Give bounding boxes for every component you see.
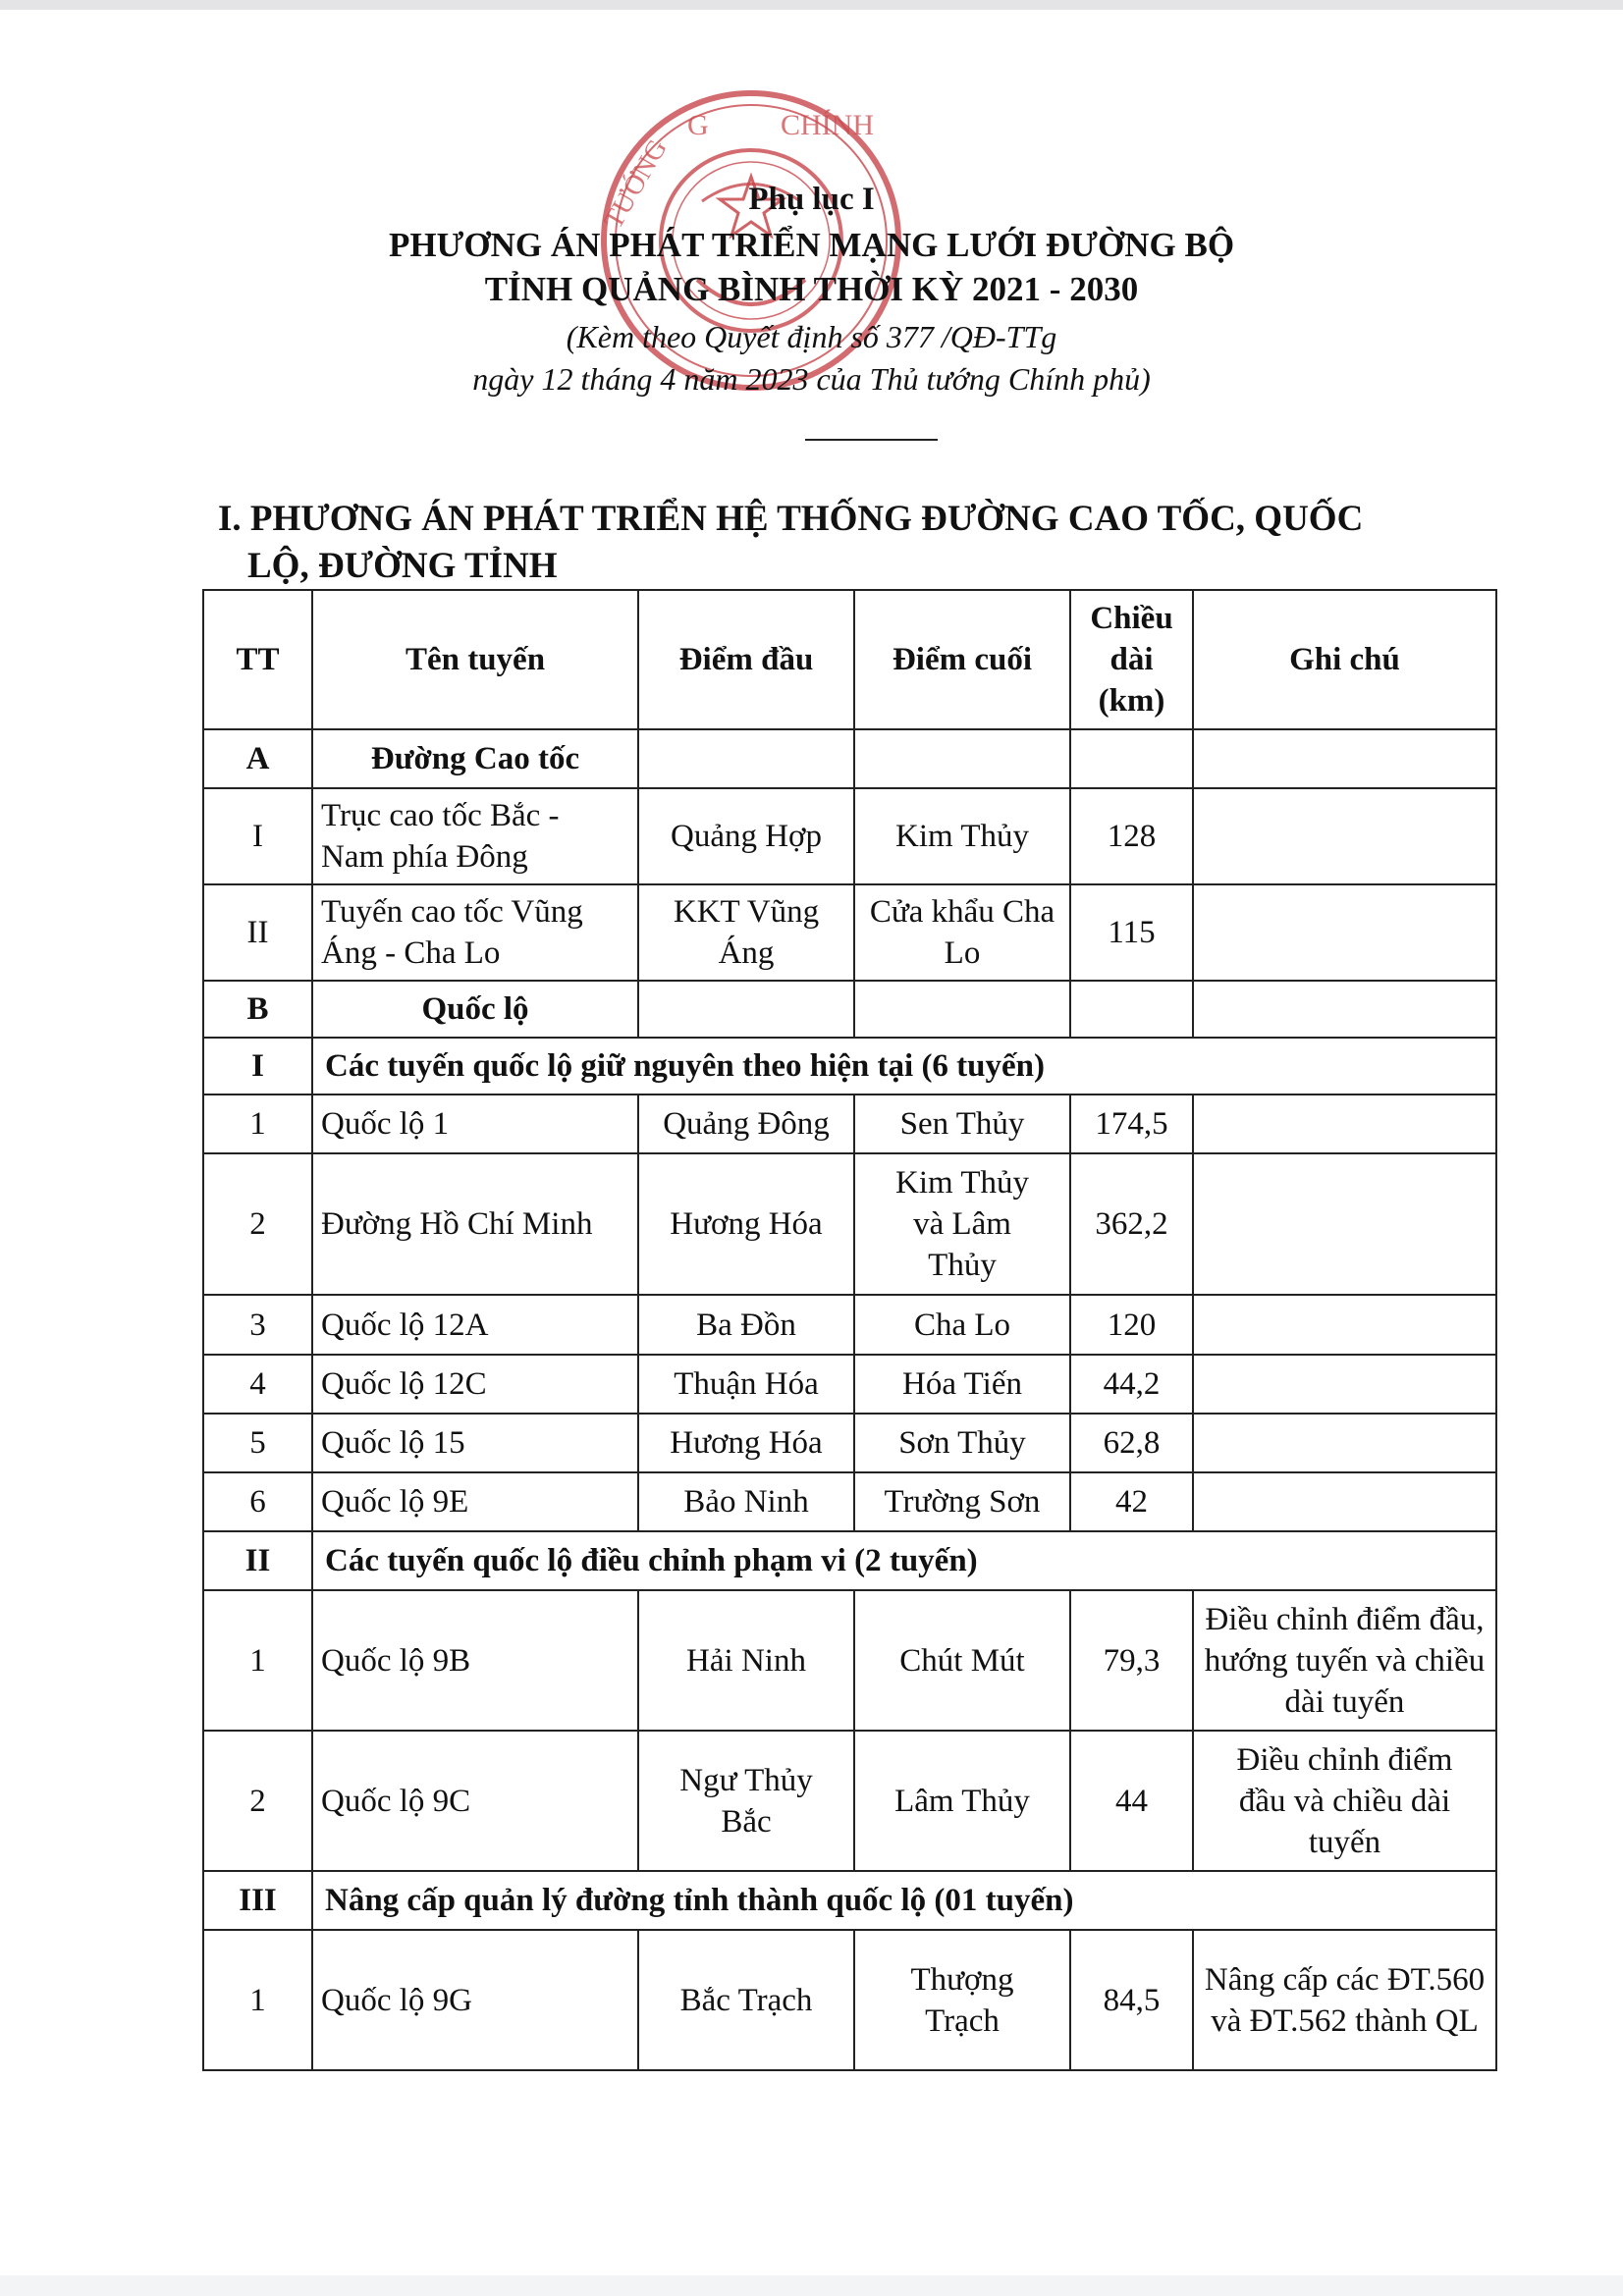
cell-note [1193,1414,1496,1472]
document-title-line1: PHƯƠNG ÁN PHÁT TRIỂN MẠNG LƯỚI ĐƯỜNG BỘ [388,226,1235,264]
cell-name: Quốc lộ 1 [312,1095,638,1153]
route-table [202,589,1497,2071]
cell-name: Quốc lộ 9B [312,1590,638,1731]
cell-tt: 3 [203,1295,312,1355]
cell-length: 120 [1070,1295,1193,1355]
scan-edge-top [0,0,1623,10]
cell-start: Ngư Thủy Bắc [638,1731,854,1871]
subsection-title: Các tuyến quốc lộ điều chỉnh phạm vi (2 tuyến) [312,1531,1496,1590]
subsection-title: Các tuyến quốc lộ giữ nguyên theo hiện tại (6 tuyến) [312,1038,1496,1095]
cell-name: Quốc lộ 9G [312,1930,638,2070]
cell-note [1193,1355,1496,1414]
cell-tt: II [203,884,312,981]
cell-name: Quốc lộ 9C [312,1731,638,1871]
group-tt: A [203,729,312,788]
cell-tt: 1 [203,1590,312,1731]
cell-length: 44 [1070,1731,1193,1871]
decision-reference: (Kèm theo Quyết định số 377 /QĐ-TTg [566,319,1057,354]
subsection-tt: III [203,1871,312,1930]
subsection-title: Nâng cấp quản lý đường tỉnh thành quốc lộ (01 tuyến) [312,1871,1496,1930]
cell-tt: 2 [203,1153,312,1295]
cell-length: 362,2 [1070,1153,1193,1295]
header-end: Điểm cuối [854,590,1070,729]
cell-note [1193,1295,1496,1355]
cell-end: Lâm Thủy [854,1731,1070,1871]
subsection-row-1 [203,1038,1496,1095]
subsection-tt: II [203,1531,312,1590]
cell-name: Trục cao tốc Bắc - Nam phía Đông [312,788,638,884]
table-row [203,1930,1496,2070]
cell-tt: 5 [203,1414,312,1472]
cell-note: Điều chỉnh điểm đầu, hướng tuyến và chiều dài tuyến [1193,1590,1496,1731]
cell-length: 42 [1070,1472,1193,1531]
cell-tt: I [203,788,312,884]
cell-start: Bảo Ninh [638,1472,854,1531]
cell-start: Bắc Trạch [638,1930,854,2070]
cell-end: Sơn Thủy [854,1414,1070,1472]
header-name: Tên tuyến [312,590,638,729]
section-heading-line2: LỘ, ĐƯỜNG TỈNH [247,546,558,586]
header-note: Ghi chú [1193,590,1496,729]
cell-name: Quốc lộ 15 [312,1414,638,1472]
seal-text-top: CHÍNH [781,109,874,141]
cell-note [1193,884,1496,981]
table-row [203,788,1496,884]
subsection-row-3 [203,1871,1496,1930]
section-heading [218,496,1494,590]
cell-note: Điều chỉnh điểm đầu và chiều dài tuyến [1193,1731,1496,1871]
cell-start: Quảng Hợp [638,788,854,884]
table-row [203,1095,1496,1153]
cell-tt: 2 [203,1731,312,1871]
table-header-row [203,590,1496,729]
cell-length: 79,3 [1070,1590,1193,1731]
cell-length: 128 [1070,788,1193,884]
cell-end: Cha Lo [854,1295,1070,1355]
subsection-tt: I [203,1038,312,1095]
header-divider [805,439,938,441]
cell-end: Kim Thủy [854,788,1070,884]
seal-text-left: TƯỚNG [598,133,674,235]
cell-length: 44,2 [1070,1355,1193,1414]
cell-start: Quảng Đông [638,1095,854,1153]
cell-end: Thượng Trạch [854,1930,1070,2070]
cell-length: 84,5 [1070,1930,1193,2070]
cell-end: Cửa khẩu Cha Lo [854,884,1070,981]
group-tt: B [203,981,312,1038]
cell-tt: 1 [203,1930,312,2070]
cell-start: Ba Đồn [638,1295,854,1355]
cell-tt: 4 [203,1355,312,1414]
cell-tt: 1 [203,1095,312,1153]
group-name: Quốc lộ [312,981,638,1038]
table-row [203,1472,1496,1531]
cell-length: 115 [1070,884,1193,981]
table-row [203,1414,1496,1472]
cell-length: 174,5 [1070,1095,1193,1153]
cell-end: Chút Mút [854,1590,1070,1731]
table-row [203,1153,1496,1295]
section-heading-line1: I. PHƯƠNG ÁN PHÁT TRIỂN HỆ THỐNG ĐƯỜNG CAO TỐC, QUỐC [218,499,1364,539]
cell-end: Kim Thủy và Lâm Thủy [854,1153,1070,1295]
cell-name: Quốc lộ 9E [312,1472,638,1531]
cell-start: Hương Hóa [638,1153,854,1295]
cell-note [1193,1153,1496,1295]
table-row [203,1355,1496,1414]
cell-end: Hóa Tiến [854,1355,1070,1414]
cell-start: KKT Vũng Áng [638,884,854,981]
group-row-b [203,981,1496,1038]
decision-date: ngày 12 tháng 4 năm 2023 của Thủ tướng Chính phủ) [472,361,1151,397]
cell-start: Thuận Hóa [638,1355,854,1414]
document-title-line2: TỈNH QUẢNG BÌNH THỜI KỲ 2021 - 2030 [484,270,1139,308]
table-row [203,1590,1496,1731]
cell-name: Đường Hồ Chí Minh [312,1153,638,1295]
cell-note [1193,788,1496,884]
cell-note [1193,1472,1496,1531]
cell-note [1193,1095,1496,1153]
table-row [203,884,1496,981]
subsection-row-2 [203,1531,1496,1590]
cell-start: Hải Ninh [638,1590,854,1731]
header-start: Điểm đầu [638,590,854,729]
cell-end: Sen Thủy [854,1095,1070,1153]
scan-edge-bottom [0,2275,1623,2296]
header-length: Chiều dài (km) [1070,590,1193,729]
header-tt: TT [203,590,312,729]
table-row [203,1295,1496,1355]
group-row-a [203,729,1496,788]
cell-length: 62,8 [1070,1414,1193,1472]
cell-note: Nâng cấp các ĐT.560 và ĐT.562 thành QL [1193,1930,1496,2070]
cell-name: Quốc lộ 12A [312,1295,638,1355]
cell-name: Quốc lộ 12C [312,1355,638,1414]
cell-name: Tuyến cao tốc Vũng Áng - Cha Lo [312,884,638,981]
cell-end: Trường Sơn [854,1472,1070,1531]
appendix-label: Phụ lục I [748,182,875,217]
cell-start: Hương Hóa [638,1414,854,1472]
group-name: Đường Cao tốc [312,729,638,788]
seal-text-g: G [687,109,709,141]
table-row [203,1731,1496,1871]
cell-tt: 6 [203,1472,312,1531]
